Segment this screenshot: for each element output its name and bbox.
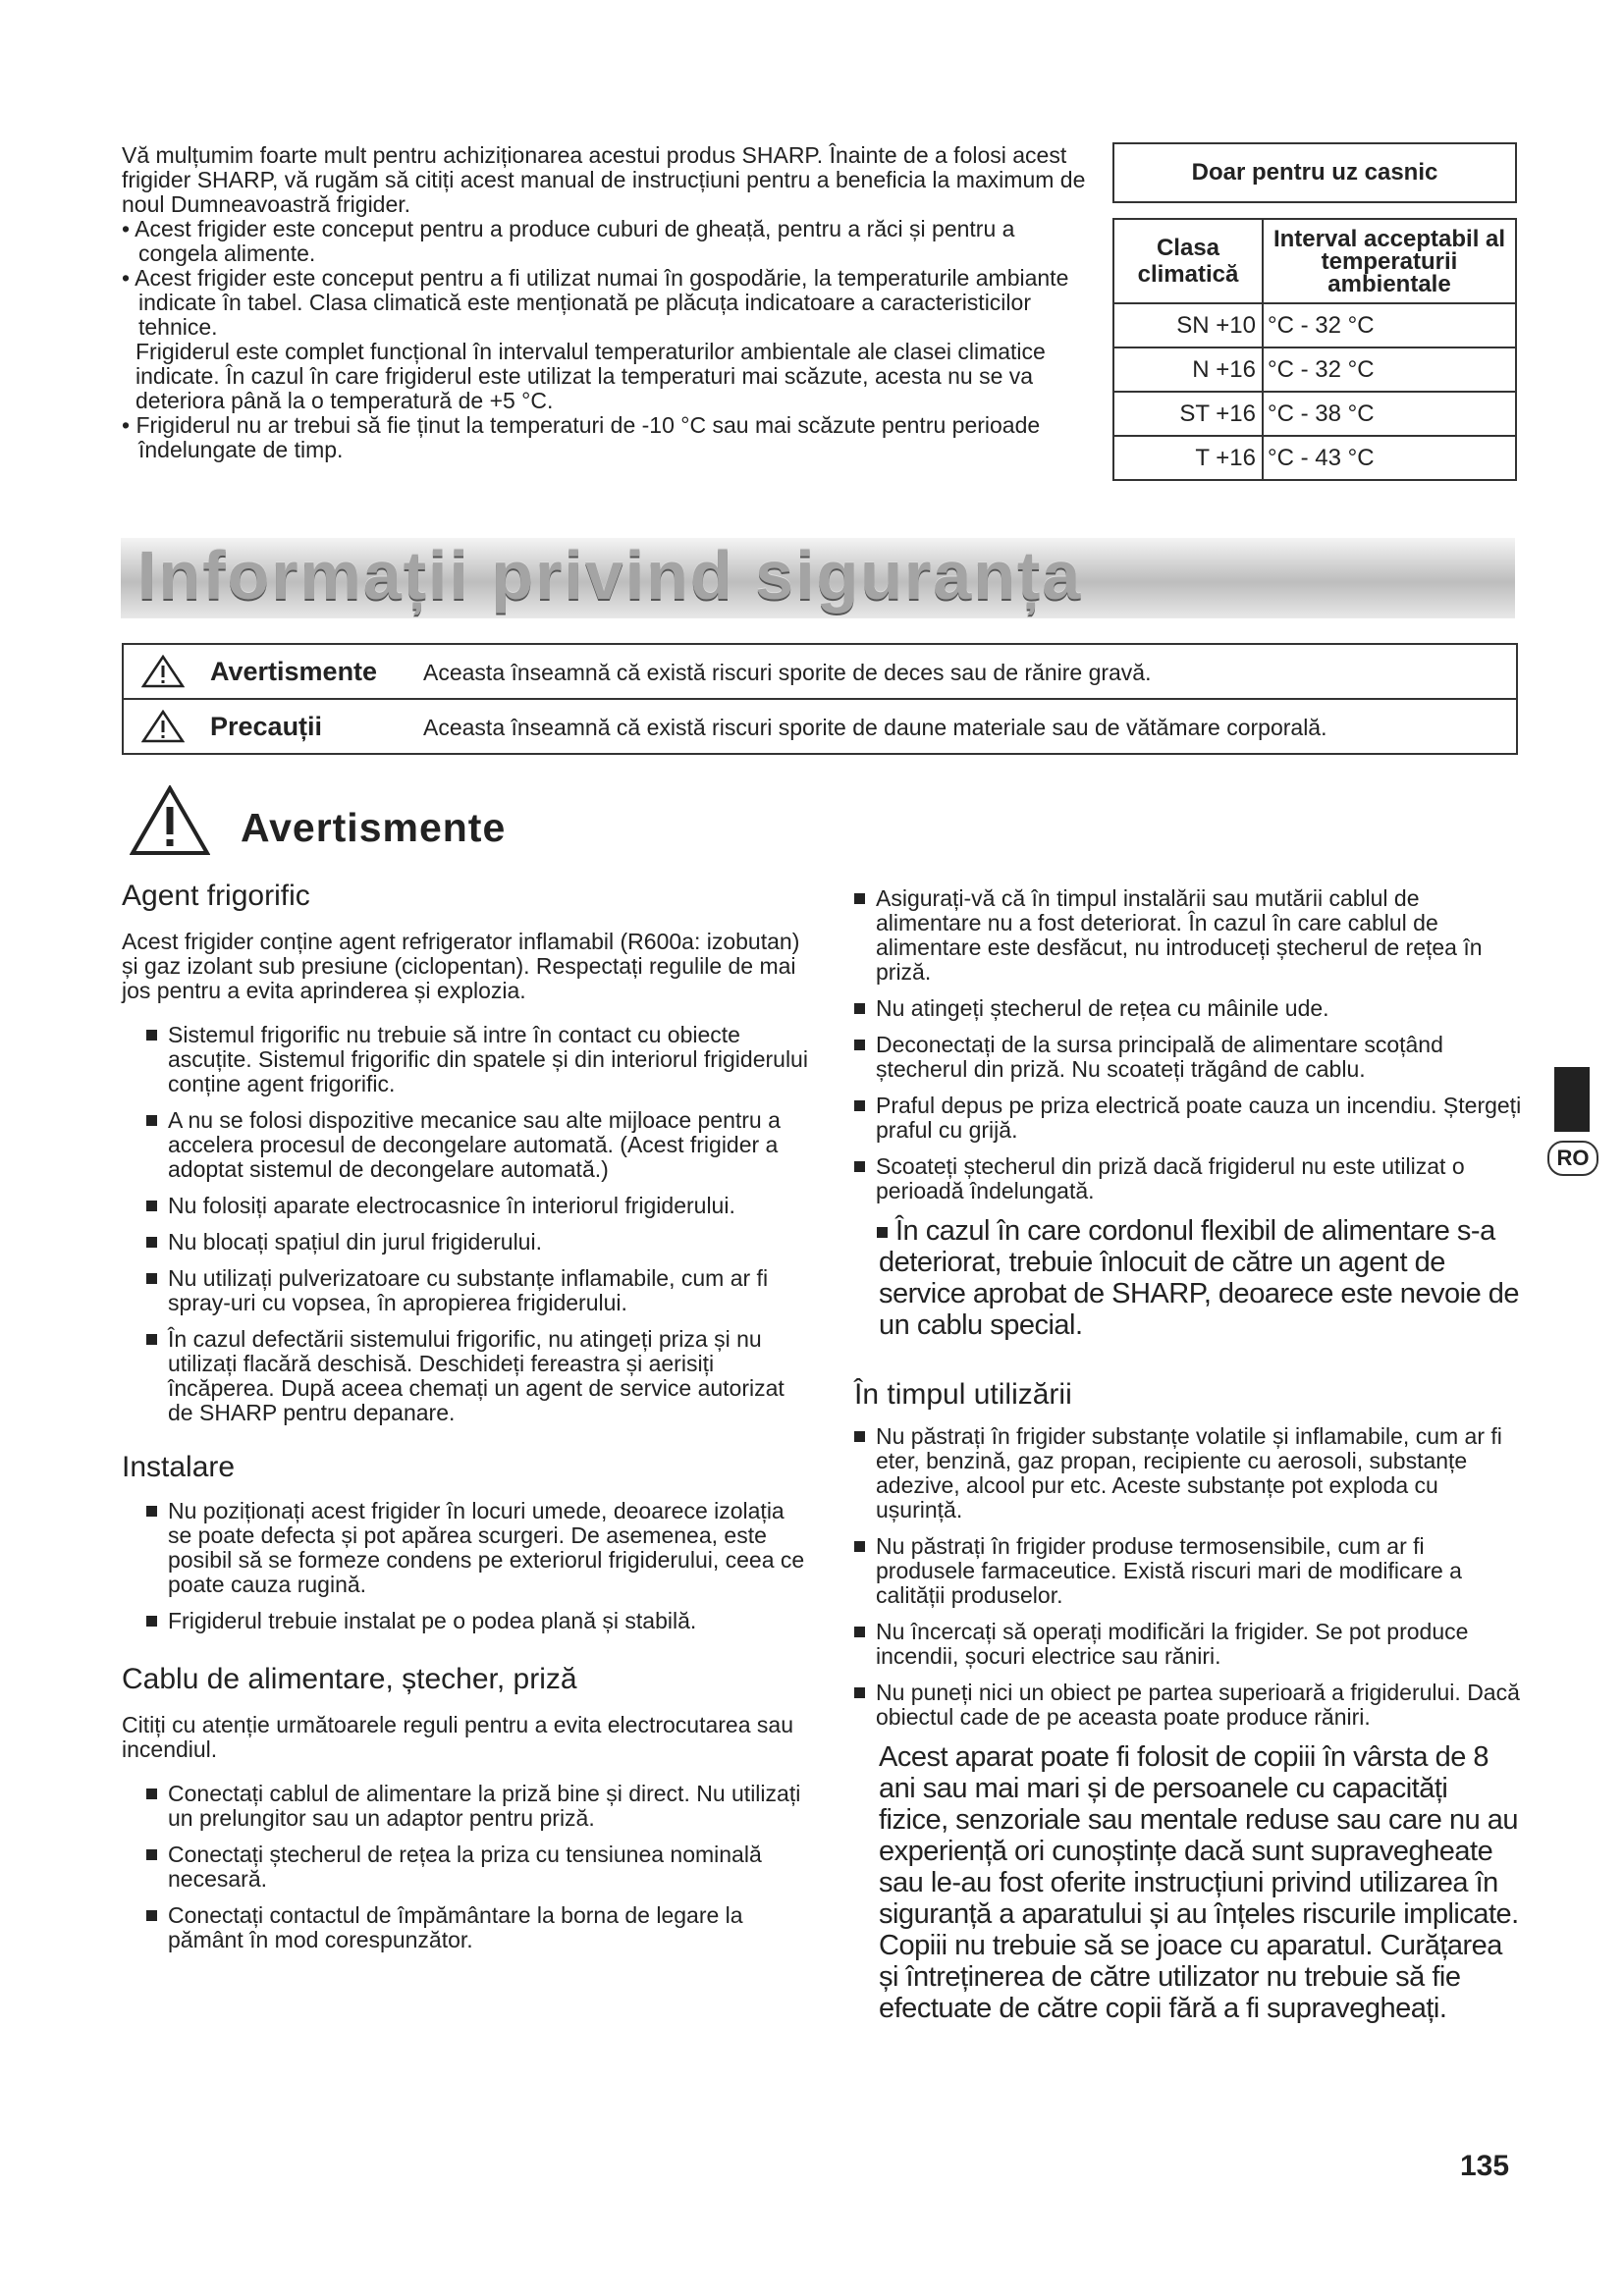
temperature-range-cell: °C - 43 °C [1263, 436, 1516, 480]
list-item: Nu blocați spațiul din jurul frigiderului. [146, 1230, 809, 1255]
list-item: Nu încercați să operați modificări la frigider. Se pot produce incendii, șocuri electrice sau răniri. [854, 1620, 1522, 1669]
list-item: Frigiderul trebuie instalat pe o podea plană și stabilă. [146, 1609, 809, 1633]
list-item: Scoateți ștecherul din priză dacă frigiderul nu este utilizat o perioadă îndelungată. [854, 1154, 1522, 1203]
list-item: Nu atingeți ștecherul de rețea cu mâinile ude. [854, 996, 1522, 1021]
bullet-square-icon [877, 1227, 888, 1238]
climate-class-cell: N +16 [1113, 347, 1263, 392]
agent-list [146, 1023, 809, 1425]
list-item: Conectați cablul de alimentare la priză bine și direct. Nu utilizați un prelungitor sau un adaptor pentru priză. [146, 1782, 809, 1831]
warning-triangle-icon [141, 710, 185, 743]
damaged-cord-text: În cazul în care cordonul flexibil de alimentare s-a deteriorat, trebuie înlocuit de către un agent de service aprobat de SHARP, deoarece este nevoie de un cablu special. [879, 1215, 1520, 1341]
legend-label: Precauții [210, 712, 323, 741]
list-item: Asigurați-vă că în timpul instalării sau mutării cablul de alimentare nu a fost deteriorat. În cazul în care cablul de alimentare este desfăcut, nu introduceți ștecherul de rețea în priză. [854, 886, 1522, 985]
household-use-box [1112, 142, 1517, 203]
temperature-range-header: Interval acceptabil al temperaturii ambientale [1263, 219, 1516, 303]
climate-class-cell: T +16 [1113, 436, 1263, 480]
climate-class-cell: ST +16 [1113, 392, 1263, 436]
list-item: Conectați ștecherul de rețea la priza cu tensiunea nominală necesară. [146, 1842, 809, 1892]
damaged-cord-note [854, 1215, 1522, 1341]
list-item: Nu utilizați pulverizatoare cu substanțe inflamabile, cum ar fi spray-uri cu vopsea, în apropierea frigiderului. [146, 1266, 809, 1315]
left-column [122, 880, 809, 1964]
installation-heading: Instalare [122, 1451, 236, 1483]
list-item: A nu se folosi dispozitive mecanice sau alte mijloace pentru a accelera procesul de decongelare automată. (Acest frigider a adoptat sistemul de decongelare automată.) [146, 1108, 809, 1182]
list-item: În cazul defectării sistemului frigorific, nu atingeți priza și nu utilizați flacără deschisă. Deschideți fereastra și aerisiți încăperea. După aceea chemați un agent de service autorizat de SHARP pentru depanare. [146, 1327, 809, 1425]
intro-bullet: • Acest frigider este conceput pentru a produce cuburi de gheață, pentru a răci și pentru a congela alimente. [122, 216, 1015, 266]
language-tab-marker [1554, 1067, 1590, 1132]
list-item: Nu păstrați în frigider produse termosensibile, cum ar fi produsele farmaceutice. Există riscuri mari de modificare a calității produselor. [854, 1534, 1522, 1608]
legend-row-caution [124, 698, 1516, 753]
temperature-range-cell: °C - 32 °C [1263, 303, 1516, 347]
power-cable-paragraph: Citiți cu atenție următoarele reguli pentru a evita electrocutarea sau incendiul. [122, 1712, 793, 1762]
usage-list [854, 1424, 1522, 1730]
intro-paragraph: Vă mulțumim foarte mult pentru achiziționarea acestui produs SHARP. Înainte de a folosi acest frigider SHARP, vă rugăm să citiți acest manual de instrucțiuni pentru a beneficia la maximum de noul Dumneavoastră frigider. [122, 142, 1086, 217]
children-use-note: Acest aparat poate fi folosit de copiii în vârsta de 8 ani sau mai mari și de persoanele cu capacități fizice, senzoriale sau mentale reduse sau care nu au experiență ori cunoștințe dacă sunt supravegheate sau le-au fost oferite instrucțiuni privind utilizarea în siguranță a aparatului și au înțeles riscurile implicate. Copiii nu trebuie să se joace cu aparatul. Curățarea și întreținerea de către utilizator nu trebuie să fie efectuate de către copii fără a fi supravegheați. [879, 1741, 1519, 2024]
list-item: Nu păstrați în frigider substanțe volatile și inflamabile, cum ar fi eter, benzină, gaz propan, recipiente cu aerosoli, substanțe adezive, alcool pur etc. Aceste substanțe pot exploda cu ușurință. [854, 1424, 1522, 1522]
legend-description: Aceasta înseamnă că există riscuri sporite de daune materiale sau de vătămare corporală. [423, 715, 1327, 740]
legend-label: Avertismente [210, 657, 378, 686]
list-item: Deconectați de la sursa principală de alimentare scoțând ștecherul din priză. Nu scoateți trăgând de cablu. [854, 1033, 1522, 1082]
climate-class-table [1112, 218, 1517, 481]
warnings-heading: Avertismente [241, 805, 507, 850]
list-item: Praful depus pe priza electrică poate cauza un incendiu. Ștergeți praful cu grijă. [854, 1094, 1522, 1143]
list-item: Nu puneți nici un obiect pe partea superioară a frigiderului. Dacă obiectul cade de pe aceasta poate produce răniri. [854, 1681, 1522, 1730]
list-item: Nu poziționați acest frigider în locuri umede, deoarece izolația se poate defecta și pot apărea scurgeri. De asemenea, este posibil să se formeze condens pe exteriorul frigiderului, ceea ce poate cauza rugină. [146, 1499, 809, 1597]
temperature-range-cell: °C - 32 °C [1263, 347, 1516, 392]
power-cable-heading: Cablu de alimentare, ștecher, priză [122, 1663, 577, 1695]
usage-heading: În timpul utilizării [854, 1378, 1072, 1411]
agent-paragraph: Acest frigider conține agent refrigerator inflamabil (R600a: izobutan) și gaz izolant sub presiune (ciclopentan). Respectați regulile de mai jos pentru a evita aprinderea și explozia. [122, 929, 800, 1003]
list-item: Nu folosiți aparate electrocasnice în interiorul frigiderului. [146, 1194, 809, 1218]
intro-bullet: • Frigiderul nu ar trebui să fie ținut la temperaturi de -10 °C sau mai scăzute pentru perioade îndelungate de timp. [122, 412, 1041, 462]
climate-class-cell: SN +10 [1113, 303, 1263, 347]
section-title: Informații privind siguranța [137, 537, 1083, 614]
page-number: 135 [1460, 2150, 1510, 2182]
household-use-label: Doar pentru uz casnic [1191, 159, 1438, 186]
hazard-legend [122, 643, 1518, 755]
climate-class-header: Clasa climatică [1113, 219, 1263, 303]
power-cable-list-continued [854, 886, 1522, 1203]
installation-list [146, 1499, 809, 1633]
temperature-range-cell: °C - 38 °C [1263, 392, 1516, 436]
legend-row-warning [124, 645, 1516, 698]
intro-bullet-continuation: Frigiderul este complet funcțional în intervalul temperaturilor ambientale ale clasei climatice indicate. În cazul în care frigiderul este utilizat la temperaturi mai scăzute, acesta nu se va deteriora până la o temperatură de +5 °C. [135, 339, 1046, 413]
list-item: Sistemul frigorific nu trebuie să intre în contact cu obiecte ascuțite. Sistemul frigorific din spatele și din interiorul frigiderului conține agent frigorific. [146, 1023, 809, 1096]
list-item: Conectați contactul de împământare la borna de legare la pământ în mod corespunzător. [146, 1903, 809, 1952]
power-cable-list [146, 1782, 809, 1952]
legend-description: Aceasta înseamnă că există riscuri sporite de deces sau de rănire gravă. [423, 660, 1152, 685]
warning-triangle-icon [130, 785, 210, 856]
intro-text [122, 143, 1089, 462]
intro-bullet: • Acest frigider este conceput pentru a fi utilizat numai în gospodărie, la temperaturile ambiante indicate în tabel. Clasa climatică este menționată pe plăcuța indicatoare a caracteristicilor tehnice. [122, 265, 1069, 340]
agent-heading: Agent frigorific [122, 880, 310, 912]
language-badge: RO [1547, 1141, 1598, 1176]
warning-triangle-icon [141, 655, 185, 688]
right-column [854, 886, 1522, 2024]
